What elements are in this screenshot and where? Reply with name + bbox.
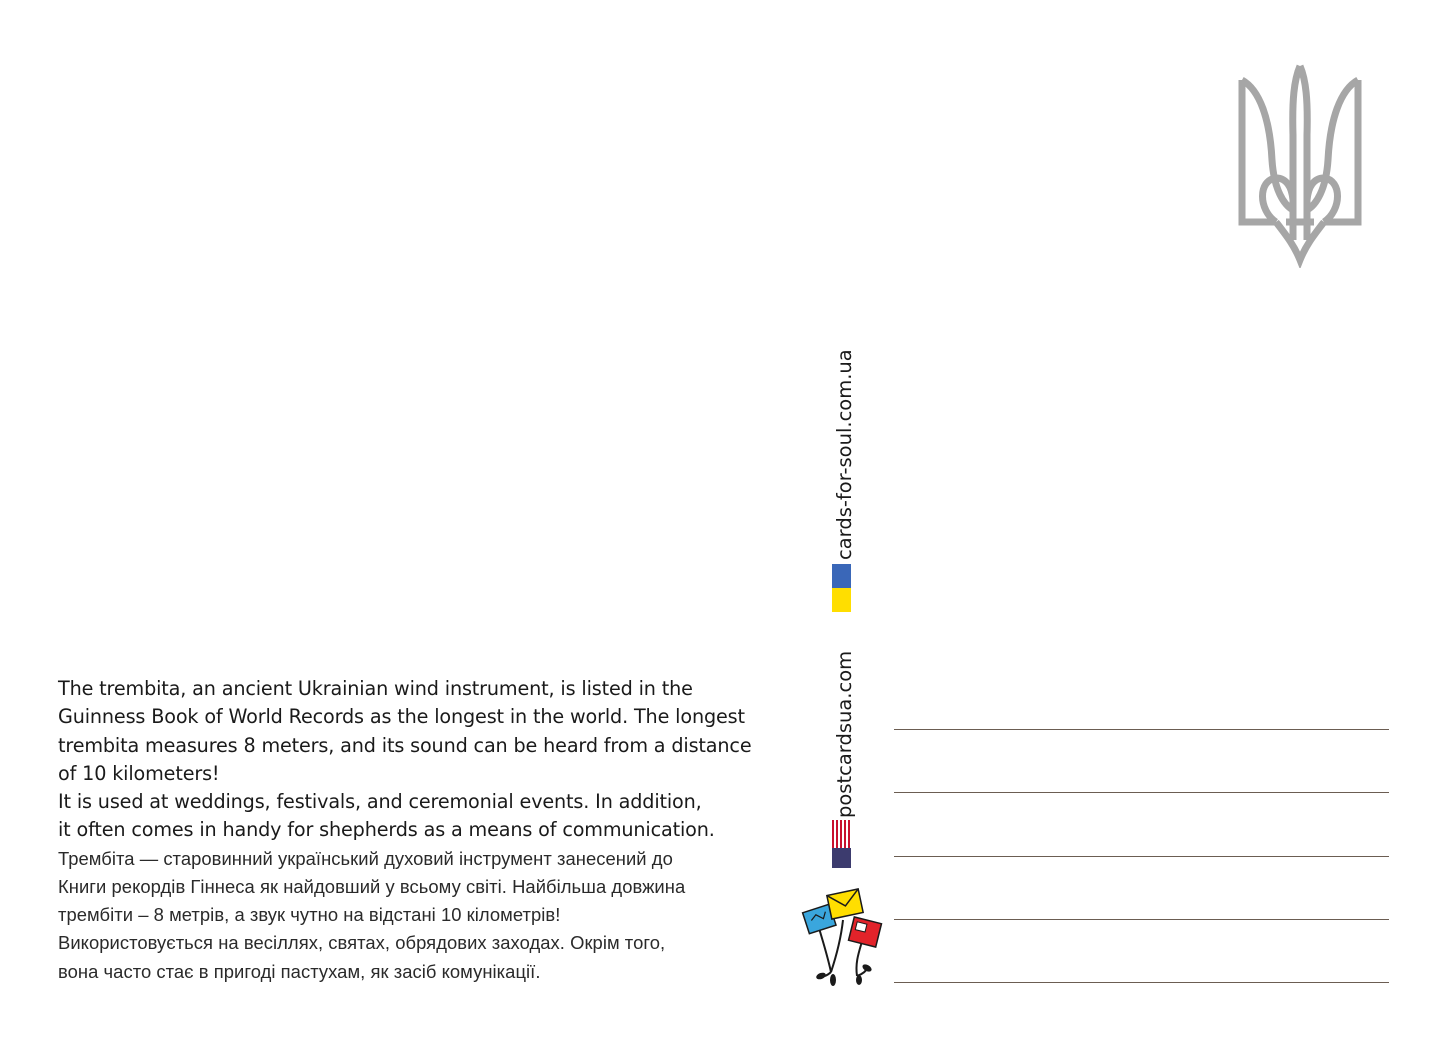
address-line[interactable] [894, 792, 1389, 793]
ukrainian-description [58, 845, 818, 986]
address-line[interactable] [894, 919, 1389, 920]
website-ua-link[interactable]: cards-for-soul.com.ua [833, 349, 856, 560]
ukrainian-line: Книги рекордів Гіннеса як найдовший у всьому світі. Найбільша довжина [58, 875, 686, 897]
english-line: The trembita, an ancient Ukrainian wind instrument, is listed in the [58, 677, 693, 700]
ukrainian-line: трембіти – 8 метрів, а звук чутно на відстані 10 кілометрів! [58, 904, 561, 926]
address-line[interactable] [894, 856, 1389, 857]
english-description [58, 675, 818, 845]
english-line: it often comes in handy for shepherds as a means of communication. [58, 818, 715, 842]
address-line[interactable] [894, 982, 1389, 983]
english-line: of 10 kilometers! [58, 761, 220, 785]
address-line[interactable] [894, 729, 1389, 730]
trident-icon [1236, 60, 1364, 268]
ukrainian-line: вона часто стає в пригоді пастухам, як засіб комунікації. [58, 960, 541, 982]
side-strip [823, 310, 863, 880]
ukrainian-line: Використовується на весіллях, святах, обрядових заходах. Окрім того, [58, 932, 666, 954]
ukraine-flag-icon [832, 564, 851, 612]
english-line: It is used at weddings, festivals, and ceremonial events. In addition, [58, 790, 702, 814]
ukrainian-line: Трембіта — старовинний український духовий інструмент занесений до [58, 847, 673, 869]
address-area [894, 729, 1389, 1045]
website-com-link[interactable]: postcardsua.com [833, 650, 856, 818]
english-line: trembita measures 8 meters, and its sound can be heard from a distance [58, 733, 752, 757]
cards-for-soul-logo-icon [797, 880, 889, 988]
usa-flag-icon [832, 820, 851, 868]
english-line: Guinness Book of World Records as the longest in the world. The longest [58, 705, 745, 729]
description-block [58, 675, 818, 986]
